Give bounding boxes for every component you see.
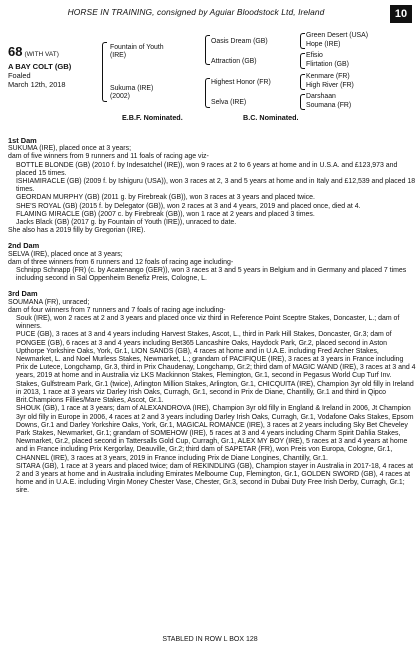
horse-info	[8, 62, 103, 89]
d1-line-8: Jacks Black (GB) (2017 g. by Fountain of Youth (IRE)), unraced to date.	[16, 219, 237, 227]
pedigree-brace-5	[300, 53, 305, 69]
d3-line-1: SOUMANA (FR), unraced;	[8, 298, 90, 306]
page-number-badge: 10	[390, 5, 412, 23]
pedigree-sds: Efisio	[306, 52, 323, 59]
d3-line-2: dam of four winners from 7 runners and 7 foals of racing age including-	[8, 306, 226, 314]
foaled-label: Foaled	[8, 71, 31, 80]
pedigree-sdd: Flirtation (GB)	[306, 61, 349, 68]
d1-line-4: ISHIAMIRACLE (GB) (2009 f. by Ishiguru (USA)), won 3 races at 2, 3 and 5 years at home and in Italy and £12,539 and placed 18 times.	[16, 178, 416, 194]
catalogue-body	[8, 130, 416, 496]
pedigree-dds: Darshaan	[306, 93, 336, 100]
d2-line-3: Schnipp Schnapp (FR) (c. by Acatenango (GER)), won 3 races at 3 and 5 years in Belgium and in Germany and placed 7 times including second in Sal Oppenheim Benefiz Preis, Cologne, L.	[16, 267, 407, 283]
d2-line-2: dam of three winners from 6 runners and 12 foals of racing age including-	[8, 258, 234, 266]
pedigree-ssd: Hope (IRE)	[306, 41, 341, 48]
d1-line-5: GEORDAN MURPHY (GB) (2011 g. by Firebreak (GB)), won 3 races at 3 years and placed twice.	[16, 194, 315, 202]
d1-line-6: SHE'S ROYAL (GB) (2015 f. by Delegator (GB)), won 2 races at 3 and 4 years, 2019 and placed once, died at 4.	[16, 202, 361, 210]
pedigree-brace-6	[300, 74, 305, 90]
d3-line-6: SITARA (GB), 1 race at 3 years and placed twice; dam of REKINDLING (GB), Champion stayer in Australia in 2017-18, 4 races at 2 and 3 years at home and in Australia including Emirates Melbourne Cup, Flemington, Gr.1, GOLDEN SWORD (GB), 4 races at home and in U.A.E. including Virgin Money Chester Vase, Chester, Gr.3, second in Dubai Duty Free Irish Derby, Curragh, Gr.1; sire.	[16, 462, 414, 495]
d3-line-4: PUCE (GB), 3 races at 3 and 4 years including Harvest Stakes, Ascot, L., third in Park Hill Stakes, Doncaster, Gr.3; dam of PONGEE (GB), 6 races at 3 and 4 years including Bet365 Lancashire Oaks, Haydock Park, Gr.2, placed second in Aston Upthorpe Yorkshire Oaks, York, Gr.1, LION SANDS (GB), 4 races at home and in U.A.E. including Fred Archer Stakes, Newmarket, L. and Noel Murless Stakes, Newmarket, L.; grandam of PACIFIQUE (IRE), 3 races at 3 years in France including Prix de Lutece, Longchamp, Gr.3, third in Prix Chaudenay, Longchamp, Gr.2; third dam of MAGIC WAND (IRE), 3 races at 3 and 4 years, 2019 at home and in Australia viz LKS Mackinnon Stakes, Flemington, Gr.1, second in Pegasus World Cup Turf Inv. Stakes, Gulfstream Park, Gr.1 (twice), Arlington Million Stakes, Arlington, Gr.1, CHICQUITA (IRE), Champion 3yr old filly in Ireland in 2013, 1 race at 3 years viz Darley Irish Oaks, Curragh, Gr.1, second in Prix de Diane, Chantilly, Gr.1 and third in Qipco Brit.Champions Fillies/Mare Stakes, Ascot, Gr.1.	[16, 331, 416, 405]
pedigree-ss: Oasis Dream (GB)	[211, 38, 268, 45]
d1-line-7: FLAMING MIRACLE (GB) (2007 c. by Firebreak (GB)), won 1 race at 2 years and placed 3 times.	[16, 210, 315, 218]
pedigree-sd: Attraction (GB)	[211, 58, 257, 65]
pedigree-brace-4	[300, 33, 305, 49]
d1-line-9: She also has a 2019 filly by Gregorian (IRE).	[8, 227, 146, 235]
pedigree-dsd: High River (FR)	[306, 82, 354, 89]
pedigree-dss: Kenmare (FR)	[306, 73, 350, 80]
d3-line-5: SHOUK (GB), 1 race at 3 years; dam of ALEXANDROVA (IRE), Champion 3yr old filly in England & Ireland in 2006, Jt Champion 3yr old filly in Europe in 2006, 4 races at 2 and 3 years including Darley Irish Oaks, Curragh, Gr.1, Vodafone Oaks Stakes, Epsom Downs, Gr.1 and Darley Yorkshire Oaks, York, Gr.1, MAGICAL ROMANCE (IRE), 3 races at 2 years including Sky Bet Cheveley Park Stakes, Newmarket, Gr.1; grandam of SOMEHOW (IRE), 5 races at 3 and 4 years including Charm Spirit Dahlia Stakes, Newmarket, Gr.2, placed second in Tattersalls Gold Cup, Curragh, Gr.1, ALEX MY BOY (IRE), 5 races at 3 and 4 years at home and in France including Prix Kergorlay, Deauville, Gr.2; third dam of SAPETAR (FR), won Preis von Europa, Cologne, Gr.1, CHANNEL (IRE), 3 races at 3 years, 2019 in France including Prix de Diane Longines, Chantilly, Gr.1.	[16, 405, 414, 462]
pedigree-brace-3	[205, 78, 210, 108]
d3-line-3: Souk (IRE), won 2 races at 2 and 3 years and placed once viz third in Reference Point Sceptre Stakes, Doncaster, L.; dam of winners.	[16, 315, 400, 331]
d1-line-2: dam of five winners from 9 runners and 11 foals of racing age viz-	[8, 153, 209, 161]
d1-line-1: SUKUMA (IRE), placed once at 3 years;	[8, 145, 131, 153]
pedigree-dd: Selva (IRE)	[211, 99, 247, 106]
stabling-footer: STABLED IN ROW L BOX 128	[162, 636, 258, 643]
pedigree-dam: Sukuma (IRE) (2002)	[110, 85, 154, 100]
vat-label: (WITH VAT)	[24, 51, 59, 58]
ebf-nomination: E.B.F. Nominated.	[122, 113, 183, 122]
pedigree-ddd: Soumana (FR)	[306, 102, 352, 109]
d2-line-1: SELVA (IRE), placed once at 3 years;	[8, 250, 123, 258]
horse-name: A BAY COLT (GB)	[8, 62, 72, 71]
catalogue-header: HORSE IN TRAINING, consigned by Aguiar Bloodstock Ltd, Ireland	[67, 7, 325, 17]
pedigree-brace-1	[102, 42, 107, 102]
first-dam-heading: 1st Dam	[8, 136, 37, 145]
d1-line-3: BOTTLE BLONDE (GB) (2010 f. by Indesatchel (IRE)), won 9 races at 2 to 6 years at home and in U.S.A. and £123,973 and placed 15 times.	[16, 161, 398, 177]
foaled-date: March 12th, 2018	[8, 80, 66, 89]
bc-nomination: B.C. Nominated.	[243, 113, 299, 122]
pedigree-brace-2	[205, 35, 210, 65]
lot-number-value: 68	[8, 44, 23, 59]
third-dam-heading: 3rd Dam	[8, 289, 38, 299]
pedigree-ds: Highest Honor (FR)	[211, 79, 271, 86]
second-dam-heading: 2nd Dam	[8, 241, 40, 251]
pedigree-sire: Fountain of Youth (IRE)	[110, 44, 164, 59]
pedigree-brace-7	[300, 94, 305, 110]
lot-number	[8, 44, 59, 59]
pedigree-sss: Green Desert (USA)	[306, 32, 369, 39]
